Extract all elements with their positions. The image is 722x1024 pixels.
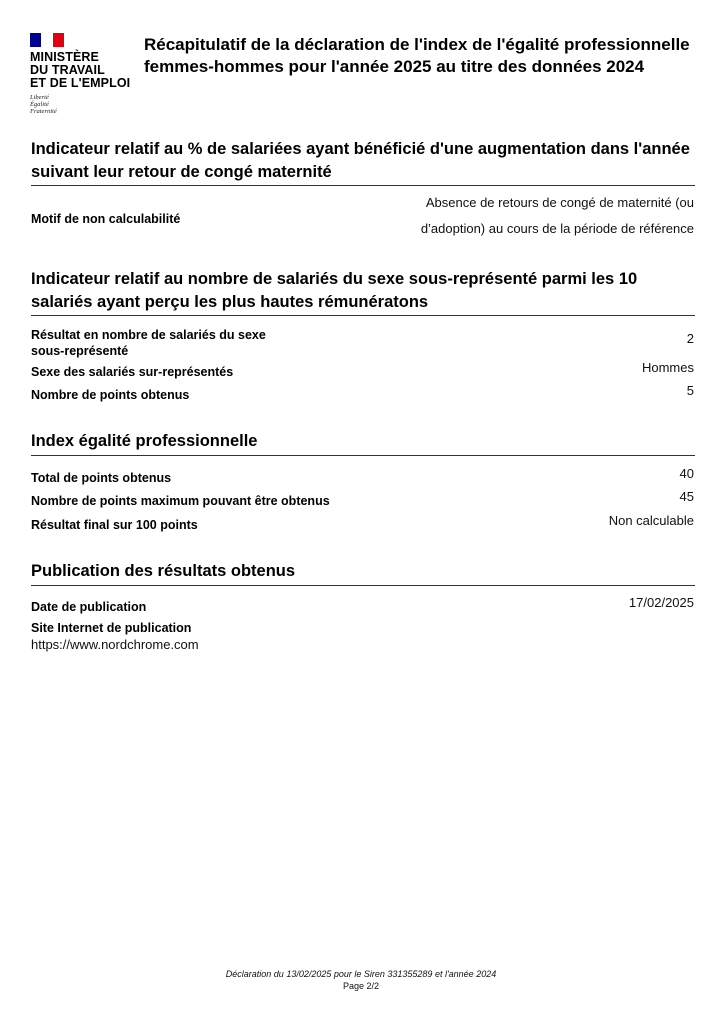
total-points-label: Total de points obtenus — [31, 471, 172, 485]
section-title-publication: Publication des résultats obtenus — [31, 560, 695, 586]
publication-site-url: https://www.nordchrome.com — [31, 637, 199, 652]
publication-site-label: Site Internet de publication — [31, 621, 192, 635]
ministry-name — [30, 51, 140, 90]
republic-motto — [30, 94, 140, 115]
page-footer — [0, 968, 722, 992]
motto-fraternite: Fraternité — [30, 108, 57, 115]
motto-egalite: Égalité — [30, 101, 49, 108]
section-title-hautes-remunerations: Indicateur relatif au nombre de salariés du sexe sous-représenté parmi les 10 salariés ayant perçu les plus hautes rémunératons — [31, 268, 695, 316]
resultat-label: Résultat en nombre de salariés du sexe sous-représenté — [31, 328, 266, 358]
footer-declaration: Déclaration du 13/02/2025 pour le Siren 331355289 et l'année 2024 — [225, 969, 497, 979]
motto-liberte: Liberté — [30, 94, 49, 101]
resultat-value: 2 — [686, 331, 694, 346]
total-points-value: 40 — [679, 466, 694, 481]
document-title: Récapitulatif de la déclaration de l'index de l'égalité professionnelle femmes-hommes pour l'année 2025 au titre des données 2024 — [144, 35, 690, 76]
republique-francaise-flag-icon — [30, 33, 64, 47]
section-title-index: Index égalité professionnelle — [31, 430, 695, 456]
motif-value: Absence de retours de congé de maternité (ou d’adoption) au cours de la période de référence — [420, 195, 694, 236]
sexe-value: Hommes — [641, 360, 694, 375]
final-result-label: Résultat final sur 100 points — [31, 518, 198, 532]
ministry-name-line-2: DU TRAVAIL — [30, 63, 105, 77]
ministry-name-line-3: ET DE L'EMPLOI — [30, 76, 131, 90]
motif-label: Motif de non calculabilité — [31, 212, 181, 226]
points-value: 5 — [686, 383, 694, 398]
max-points-value: 45 — [679, 489, 694, 504]
points-label: Nombre de points obtenus — [31, 388, 190, 402]
page-number: Page 2/2 — [342, 981, 380, 991]
publication-date-value: 17/02/2025 — [628, 595, 694, 610]
section-title-maternite: Indicateur relatif au % de salariées ayant bénéficié d'une augmentation dans l'année suivant leur retour de congé maternité — [31, 138, 695, 186]
publication-date-label: Date de publication — [31, 600, 147, 614]
max-points-label: Nombre de points maximum pouvant être obtenus — [31, 494, 330, 508]
final-result-value: Non calculable — [608, 513, 694, 528]
ministry-name-line-1: MINISTÈRE — [30, 50, 99, 64]
sexe-label: Sexe des salariés sur-représentés — [31, 365, 234, 379]
ministry-logo — [30, 33, 140, 115]
